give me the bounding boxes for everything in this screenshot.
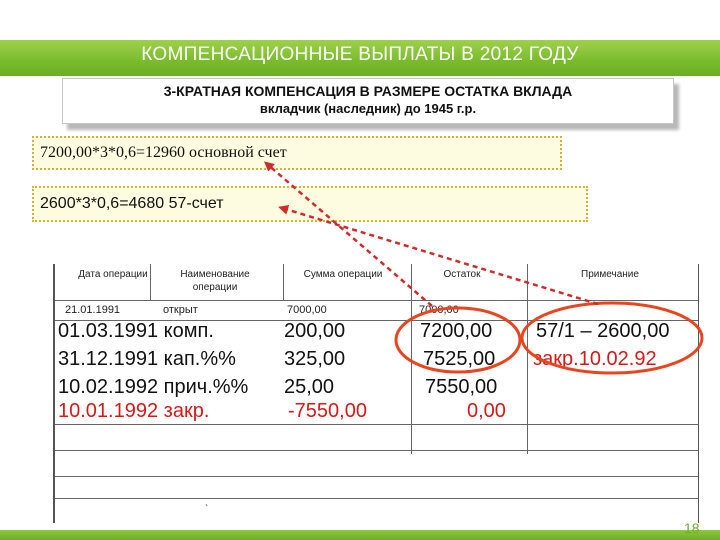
- header-date: Дата операции: [78, 269, 148, 280]
- header-balance: Остаток: [443, 269, 481, 280]
- header-note: Примечание: [581, 269, 639, 280]
- first-row-balance: 7000,00: [419, 304, 459, 316]
- slide-title: КОМПЕНСАЦИОННЫЕ ВЫПЛАТЫ В 2012 ГОДУ: [141, 44, 579, 65]
- arrow-to-main-account: [267, 164, 432, 306]
- row-3-date-operation: 10.02.1992 прич.%%: [58, 376, 249, 398]
- arrow-to-57-account: [282, 208, 598, 304]
- calculation-main-account: 7200,00*3*0,6=12960 основной счет: [32, 136, 562, 170]
- row-2-sum: 325,00: [284, 348, 346, 370]
- first-row-date: 21.01.1991: [65, 304, 121, 316]
- row-2-balance: 7525,00: [423, 348, 496, 370]
- calculation-57-account: 2600*3*0,6=4680 57-счет: [32, 186, 588, 222]
- row-1-note: 57/1 – 2600,00: [536, 320, 670, 342]
- row-1-sum: 200,00: [284, 320, 346, 342]
- subtitle-line-2: вкладчик (наследник) до 1945 г.р.: [259, 101, 477, 116]
- first-row-operation: открыт: [163, 304, 198, 316]
- row-3-balance: 7550,00: [425, 376, 498, 398]
- row-4-sum: -7550,00: [288, 400, 367, 422]
- subtitle-line-1: 3-КРАТНАЯ КОМПЕНСАЦИЯ В РАЗМЕРЕ ОСТАТКА ВКЛАДА: [163, 83, 573, 99]
- bottom-band: [0, 530, 720, 540]
- row-4-balance: 0,00: [467, 400, 506, 422]
- balance-highlight-ellipse: [396, 308, 520, 372]
- row-1-date-operation: 01.03.1991 комп.: [58, 320, 214, 342]
- row-2-date-operation: 31.12.1991 кап.%%: [58, 348, 236, 370]
- header-operation-name: Наименование операции: [180, 269, 250, 293]
- row-4-date-operation: 10.01.1992 закр.: [58, 400, 210, 422]
- row-1-balance: 7200,00: [420, 320, 493, 342]
- first-row-sum: 7000,00: [287, 304, 327, 316]
- row-3-sum: 25,00: [284, 376, 335, 398]
- page-number: 18: [684, 520, 700, 536]
- header-operation-sum: Сумма операции: [303, 269, 383, 280]
- row-2-note: закр.10.02.92: [533, 348, 657, 370]
- mark: ˋ: [205, 504, 209, 515]
- note-highlight-ellipse: [522, 303, 702, 373]
